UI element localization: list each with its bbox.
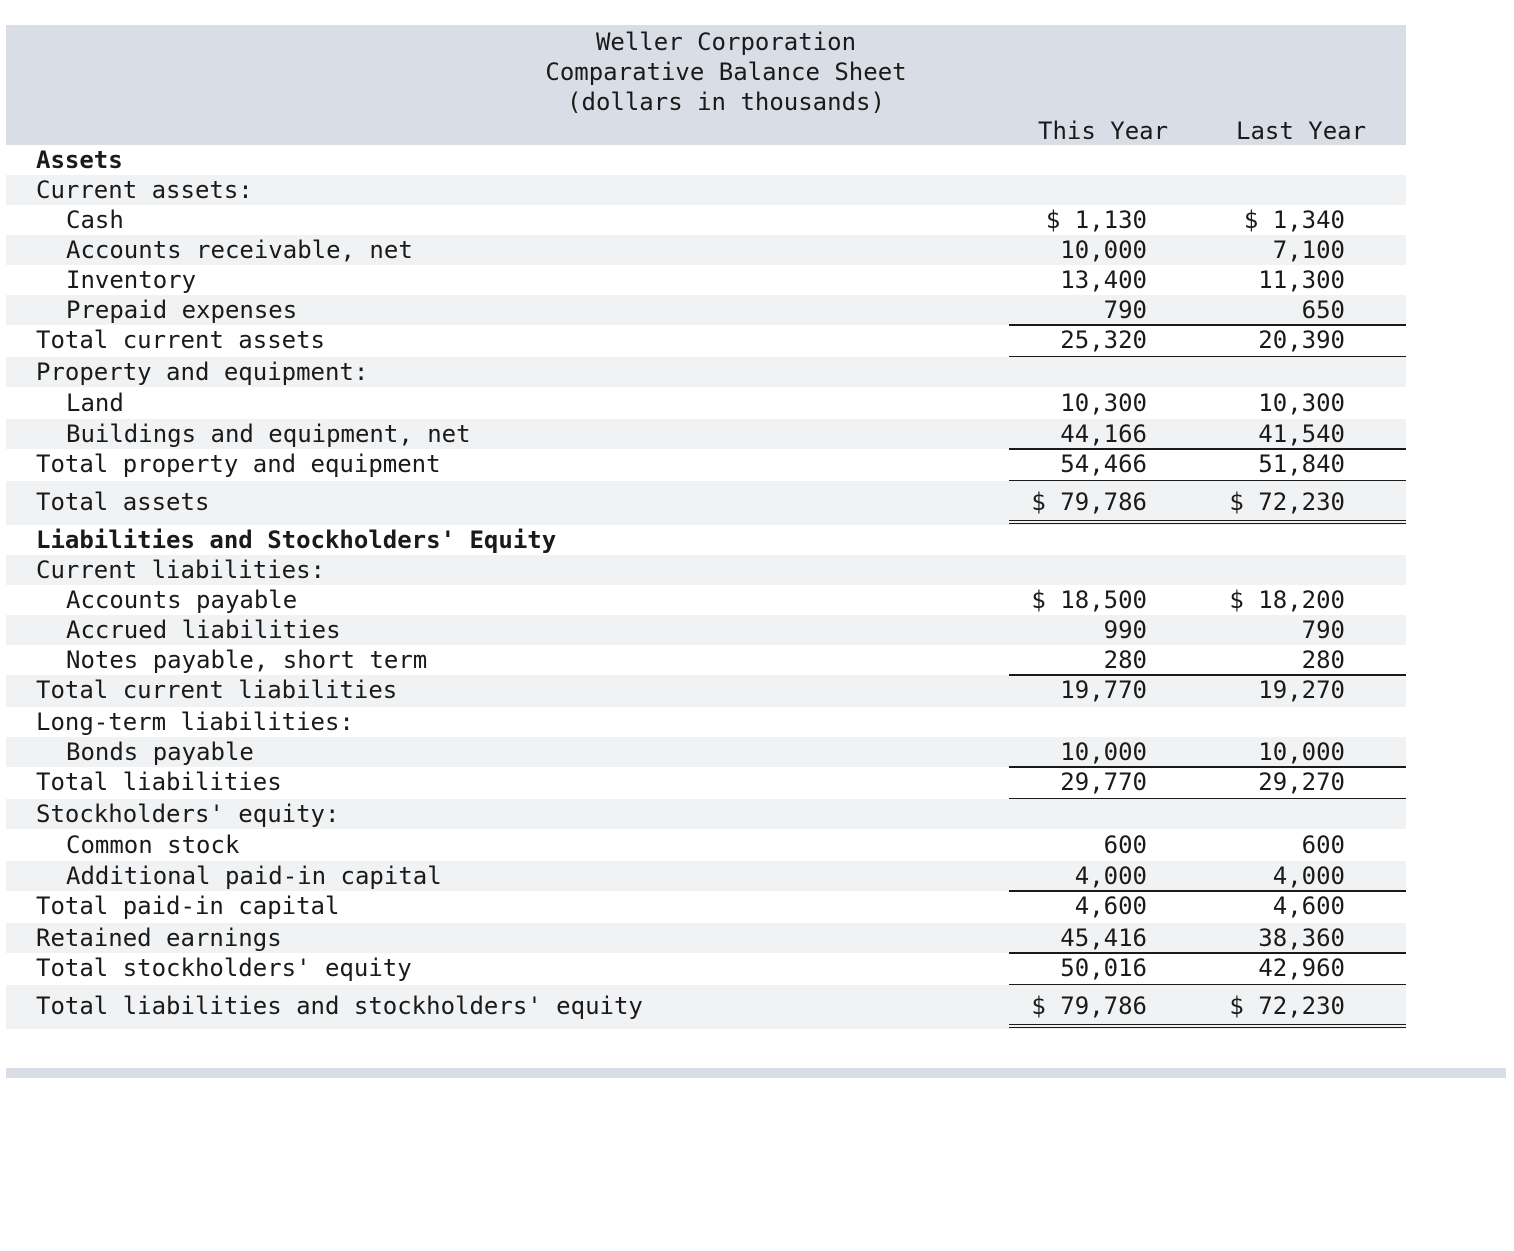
table-row [6,861,1406,891]
value-this-year: 600 [1103,831,1147,859]
value-last-year: 38,360 [1258,924,1345,952]
column-header-last-year: Last Year [1236,117,1367,145]
value-this-year: 44,166 [1060,420,1147,448]
row-label: Notes payable, short term [66,646,428,674]
value-last-year: $ 1,340 [1243,206,1345,234]
value-last-year: 51,840 [1258,450,1345,478]
table-row [6,235,1406,265]
value-last-year: 19,270 [1258,676,1345,704]
row-label: Property and equipment: [36,358,369,386]
value-last-year: 29,270 [1258,768,1345,796]
row-label: Total liabilities [36,768,282,796]
column-header-this-year: This Year [1038,117,1169,145]
value-this-year: 4,000 [1074,862,1147,890]
table-row-total [6,675,1406,707]
value-this-year: $ 79,786 [1031,992,1147,1020]
row-label: Total assets [36,488,210,516]
row-label: Total paid-in capital [36,892,340,920]
row-label: Accounts receivable, net [66,236,413,264]
row-label: Long-term liabilities: [36,708,354,736]
value-this-year: 29,770 [1060,768,1147,796]
table-row-grand-total [6,985,1406,1029]
row-label: Additional paid-in capital [66,862,442,890]
row-label: Bonds payable [66,738,254,766]
row-label: Stockholders' equity: [36,800,340,828]
row-label: Total current assets [36,326,325,354]
footer-bar [6,1068,1506,1078]
value-last-year: 4,600 [1272,892,1345,920]
value-last-year: 4,000 [1272,862,1345,890]
row-label: Total liabilities and stockholders' equity [36,992,643,1020]
table-row-grand-total [6,481,1406,525]
value-this-year: $ 1,130 [1045,206,1147,234]
row-label: Total property and equipment [36,450,441,478]
value-this-year: 10,000 [1060,738,1147,766]
row-label: Common stock [66,831,240,859]
table-row [6,419,1406,449]
value-this-year: 280 [1103,646,1147,674]
value-last-year: 790 [1301,616,1345,644]
double-underline [1207,520,1406,524]
table-row [6,923,1406,953]
value-last-year: 600 [1301,831,1345,859]
table-row [6,737,1406,767]
table-row [6,799,1406,829]
row-label: Cash [66,206,124,234]
value-this-year: 19,770 [1060,676,1147,704]
value-this-year: 10,300 [1060,389,1147,417]
table-row [6,265,1406,295]
row-label: Assets [36,146,123,174]
value-last-year: 10,300 [1258,389,1345,417]
section-heading-liabilities [6,525,1406,555]
section-heading-assets [6,145,1406,175]
table-row [6,387,1406,419]
table-row [6,829,1406,861]
value-this-year: 13,400 [1060,266,1147,294]
value-last-year: $ 18,200 [1229,586,1345,614]
value-this-year: 10,000 [1060,236,1147,264]
table-row [6,645,1406,675]
row-label: Current assets: [36,176,253,204]
value-this-year: $ 18,500 [1031,586,1147,614]
value-this-year: 4,600 [1074,892,1147,920]
table-row-total [6,953,1406,985]
row-label: Retained earnings [36,924,282,952]
value-this-year: 790 [1103,296,1147,324]
row-label: Liabilities and Stockholders' Equity [36,526,557,554]
row-label: Accounts payable [66,586,298,614]
statement-units: (dollars in thousands) [567,88,885,116]
value-this-year: 50,016 [1060,954,1147,982]
statement-title [6,25,1406,117]
table-row [6,707,1406,737]
table-row [6,175,1406,205]
row-label: Inventory [66,266,197,294]
value-last-year: 20,390 [1258,326,1345,354]
double-underline [1207,1024,1406,1028]
table-row [6,205,1406,235]
row-label: Buildings and equipment, net [66,420,471,448]
company-name: Weller Corporation [595,28,857,56]
table-row-total [6,767,1406,799]
row-label: Accrued liabilities [66,616,341,644]
row-label: Total current liabilities [36,676,398,704]
value-last-year: $ 72,230 [1229,488,1345,516]
double-underline [1009,1024,1207,1028]
value-last-year: 42,960 [1258,954,1345,982]
value-last-year: 7,100 [1272,236,1345,264]
value-this-year: $ 79,786 [1031,488,1147,516]
value-last-year: 280 [1301,646,1345,674]
double-underline [1009,520,1207,524]
table-row [6,615,1406,645]
value-this-year: 990 [1103,616,1147,644]
value-this-year: 45,416 [1060,924,1147,952]
value-last-year: $ 72,230 [1229,992,1345,1020]
table-row [6,585,1406,615]
value-this-year: 25,320 [1060,326,1147,354]
row-label: Prepaid expenses [66,296,298,324]
row-label: Land [66,389,124,417]
table-row [6,357,1406,387]
value-last-year: 650 [1301,296,1345,324]
table-row-total [6,891,1406,923]
balance-sheet [6,25,1406,1029]
table-row [6,295,1406,325]
table-row-total [6,325,1406,357]
value-last-year: 10,000 [1258,738,1345,766]
value-this-year: 54,466 [1060,450,1147,478]
row-label: Total stockholders' equity [36,954,412,982]
table-row [6,555,1406,585]
table-row-total [6,449,1406,481]
value-last-year: 41,540 [1258,420,1345,448]
row-label: Current liabilities: [36,556,325,584]
table-header [6,25,1406,145]
statement-name: Comparative Balance Sheet [545,58,907,86]
value-last-year: 11,300 [1258,266,1345,294]
